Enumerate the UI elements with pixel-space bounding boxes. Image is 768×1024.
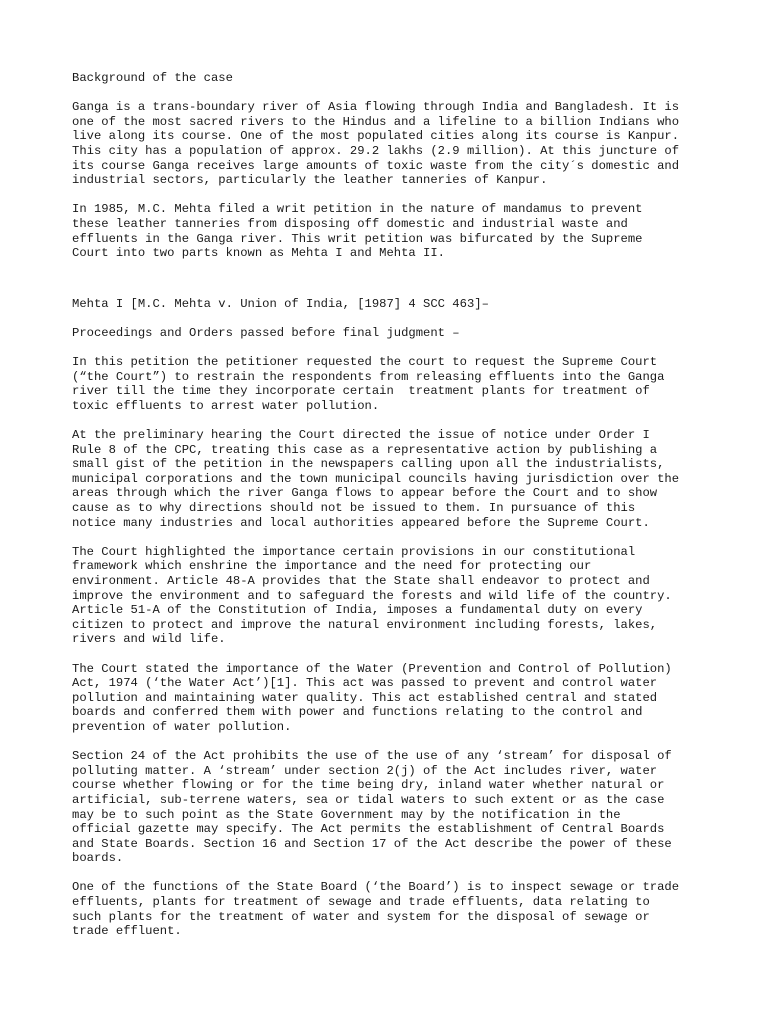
subheading-proceedings: Proceedings and Orders passed before final judgment – — [72, 325, 460, 340]
paragraph-ganga-overview: Ganga is a trans-boundary river of Asia flowing through India and Bangladesh. It is one of the most sacred rivers to the Hindus and a lifeline to a billion Indians who live along its course. One of the most populated cities along its course is Kanpur. This city has a population of approx. 29.2 lakhs (2.9 million). At this juncture of its course Ganga receives large amounts of toxic waste from the city´s domestic and industrial sectors, particularly the leather tanneries of Kanpur. — [72, 100, 680, 188]
paragraph-section-24: Section 24 of the Act prohibits the use of the use of any ‘stream’ for disposal of polluting matter. A ‘stream’ under section 2(j) of the Act includes river, water course whether flowing or for the time being dry, inland water whether natural or artificial, sub-terrene waters, sea or tidal waters to such extent or as the case may be to such point as the State Government may by the notification in the official gazette may specify. The Act permits the establishment of Central Boards and State Boards. Section 16 and Section 17 of the Act describe the power of these boards. — [72, 749, 672, 866]
paragraph-writ-petition: In 1985, M.C. Mehta filed a writ petition in the nature of mandamus to prevent these leather tanneries from disposing off domestic and industrial waste and effluents in the Ganga river. This writ petition was bifurcated by the Supreme Court into two parts known as Mehta I and Mehta II. — [72, 202, 643, 261]
paragraph-preliminary-hearing: At the preliminary hearing the Court directed the issue of notice under Order I Rule 8 of the CPC, treating this case as a representative action by publishing a small gist of the petition in the newspapers calling upon all the industrialists, municipal corporations and the town municipal councils having jurisdiction over the areas through which the river Ganga flows to appear before the Court and to show cause as to why directions should not be issued to them. In pursuance of this notice many industries and local authorities appeared before the Supreme Court. — [72, 428, 680, 530]
paragraph-water-act: The Court stated the importance of the Water (Prevention and Control of Pollution) Act, 1974 (‘the Water Act’)[1]. This act was passed to prevent and control water pollution and maintaining water quality. This act established central and stated boards and conferred them with power and functions relating to the control and prevention of water pollution. — [72, 661, 672, 734]
paragraph-state-board-functions: One of the functions of the State Board (‘the Board’) is to inspect sewage or trade effluents, plants for treatment of sewage and trade effluents, data relating to such plants for the treatment of water and system for the disposal of sewage or trade effluent. — [72, 880, 680, 939]
document-page — [72, 71, 712, 953]
paragraph-petition-request: In this petition the petitioner requested the court to request the Supreme Court (“the Court”) to restrain the respondents from releasing effluents into the Ganga river till the time they incorporate certain treatment plants for treatment of toxic effluents to arrest water pollution. — [72, 355, 665, 413]
section-heading-background: Background of the case — [72, 71, 233, 85]
paragraph-constitutional-provisions: The Court highlighted the importance certain provisions in our constitutional framework which enshrine the importance and the need for protecting our environment. Article 48-A provides that the State shall endeavor to protect and improve the environment and to safeguard the forests and wild life of the country. Article 51-A of the Constitution of India, imposes a fundamental duty on every citizen to protect and improve the natural environment including forests, lakes, rivers and wild life. — [72, 544, 672, 647]
case-citation-mehta-i: Mehta I [M.C. Mehta v. Union of India, [1987] 4 SCC 463]– — [72, 296, 489, 311]
